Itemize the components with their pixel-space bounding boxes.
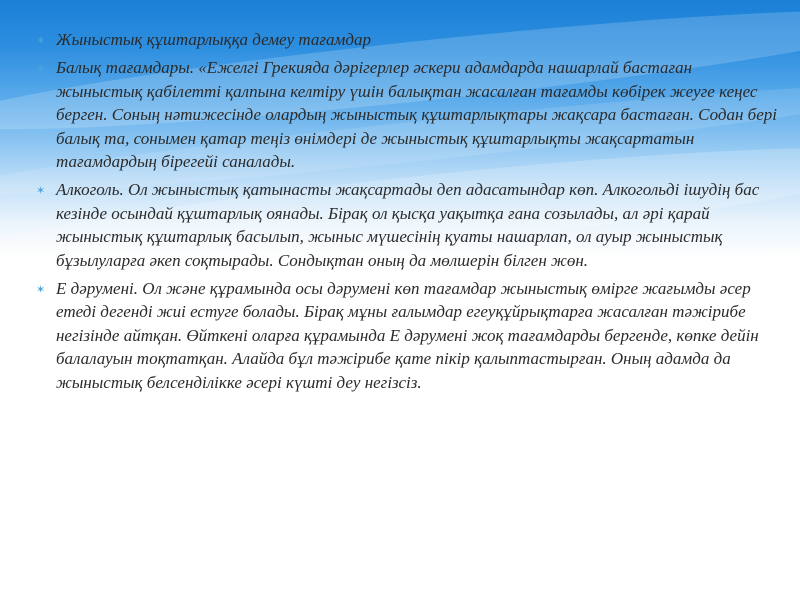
bullet-item-alcohol	[36, 178, 780, 272]
star-icon: ✶	[36, 62, 46, 75]
bullet-item-vitamin-e	[36, 277, 780, 395]
star-icon: ✶	[36, 184, 46, 197]
bullet-text: Балық тағамдары. «Ежелгі Грекияда дәрігерлер әскери адамдарда нашарлай бастаған жыныстық қабілетті қалпына келтіру үшін балықтан жасалған тағамды көбірек жеуге кеңес берген. Соның нәтижесінде олардың жыныстық құштарлықтары жақсара бастаған. Содан бері балық та, сонымен қатар теңіз өнімдері де жыныстық құштарлықты жақсартатын тағамдардың бірегейі саналады.	[56, 58, 777, 171]
bullet-text: Е дәрумені. Ол және құрамында осы дәрумені көп тағамдар жыныстық өмірге жағымды әсер етеді дегенді жиі естуге болады. Бірақ мұны ғалымдар егеуқұйрықтарға жасалған тәжірибе негізінде айтқан. Өйткені оларға құрамында Е дәрумені жоқ тағамдарды бергенде, көпке дейін балалауын тоқтатқан. Алайда бұл тәжірибе қате пікір қалыптастырған. Оның адамда да жыныстық белсенділікке әсері күшті деу негізсіз.	[56, 278, 759, 392]
bullet-text: Алкоголь. Ол жыныстық қатынасты жақсартады деп адасатындар көп. Алкогольді ішудің бас кезінде осындай құштарлық оянады. Бірақ ол қысқа уақытқа ғана созылады, ал әрі қарай жыныстық құштарлық басылып, жыныс мүшесінің қуаты нашарлап, ол ауыр жыныстық бұзылуларға әкеп соқтырады. Сондықтан оның да мөлшерін білген жөн.	[56, 180, 760, 270]
bullet-list	[36, 28, 780, 394]
star-icon: ✶	[36, 34, 46, 47]
star-icon: ✶	[36, 282, 46, 296]
bullet-text: Жыныстық құштарлыққа демеу тағамдар	[56, 30, 371, 49]
slide-body	[36, 28, 780, 399]
bullet-item-fish	[36, 56, 780, 174]
bullet-item-heading	[36, 28, 780, 52]
